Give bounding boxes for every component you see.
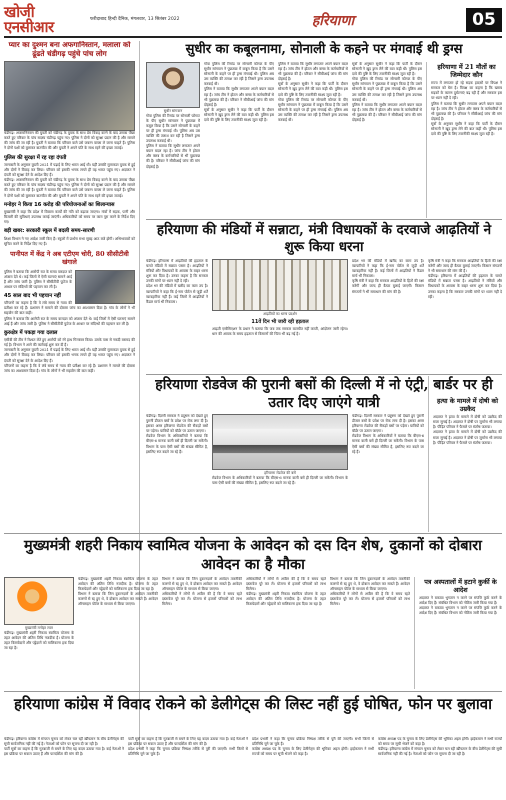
photo-caption: हरियाणा रोडवेज की बसें: [264, 471, 296, 475]
subheading: कुरुक्षेत्र में पकड़ा गया दलाल: [4, 329, 58, 336]
article-text: सूत्रों के अनुसार सुधीर ने कहा कि पार्टी के दौरान सोनाली ने खुद ड्रग्स लेने की बात कही थी। पुलिस इस दावे की पुष्टि के लिए तकनीकी साक्ष्य जुटा रही है।: [431, 121, 502, 137]
article-text: अदालत ने बकाया भुगतान न करने पर संपत्ति कुर्क करने के आदेश दिए हैं। संबंधित विभाग को नोटिस जारी किया गया है।: [419, 596, 502, 606]
article-text: पुलिस ने बताया कि आरोपी रात के समय वारदात को अंजाम देते थे। कई जिलों में ऐसी घटनाएं सामने आई हैं और जांच जारी है। पुलिस ने सीसीटीवी फुटेज के आधार पर संदिग्धों की पहचान कर ली है।: [4, 269, 72, 289]
couple-photo: [4, 61, 135, 131]
divider: [146, 374, 502, 375]
story1-col2: [204, 62, 274, 218]
article-text: प्रदेश प्रभारी ने कहा कि चुनाव प्रक्रिया निष्पक्ष तरीके से पूरी की जाएगी। सभी जिलों से प्रतिनिधि चुने जा चुके हैं।: [128, 747, 248, 757]
sudhir-photo: [146, 62, 200, 108]
article-text: गोवा पुलिस की रिमांड पर सोनाली फोगाट के पीए सुधीर सांगवान ने पूछताछ में कबूल किया है कि उसने सोनाली के कहने पर ही ड्रग्स मंगवाई थी। पुलिस अब उस व्यक्ति की तलाश कर रही है जिसने ड्रग्स उपलब्ध करवाई थी।: [352, 77, 422, 102]
article-text: चंडीगढ़। मुख्यमंत्री शहरी निकाय स्वामित्व योजना के तहत आवेदन की अंतिम तिथि नजदीक है। योजना के तहत किरायेदारों और पट्टेदारों को मालिकाना हक दिया जा रहा है।: [4, 630, 74, 650]
story5-col4: [378, 737, 502, 797]
article-text: चंडीगढ़। हरियाणा कांग्रेस में संगठन चुनाव को लेकर चल रही खींचतान के बीच डेलीगेट्स की सूची सार्वजनिक नहीं की गई है। नेताओं को फोन पर सूचना दी जा रही है।: [4, 737, 124, 747]
sidebar-headline: हत्या के मामले में दोषी को उम्रकैद: [436, 397, 499, 413]
article-text: चंडीगढ़। अफगानिस्तान की युवती को चंडीगढ़ के युवक के साथ प्रेम विवाह करने के बाद उसका पीछा करते हुए परिवार के पांच सदस्य चंडीगढ़ पहुंच गए। पुलिस ने दोनों को सुरक्षा प्रदान की है और मामले की जांच की जा रही है। युवती ने बताया कि परिवार वाले उसे जबरन वापस ले जाना चाहते हैं। पुलिस ने दोनों पक्षों को बुलाकर बातचीत की और युवती ने अपने पति के साथ रहने की इच्छा जताई।: [4, 131, 135, 151]
story1-col1: [146, 62, 200, 218]
story4-col2: [78, 577, 158, 689]
sidebar-headline: पत्र अस्पतालों में हटाने कुर्की के आदेश: [424, 578, 497, 594]
story1-sidebar: [426, 62, 502, 218]
article-text: विभाग ने बताया कि जिन दुकानदारों के आवेदन तकनीकी कारणों से रद्द हुए थे, वे दोबारा आवेदन कर सकते हैं। आवेदन ऑनलाइन पोर्टल के माध्यम से किया जाएगा।: [330, 577, 410, 592]
article-text: विभाग ने बताया कि जिन दुकानदारों के आवेदन तकनीकी कारणों से रद्द हुए थे, वे दोबारा आवेदन कर सकते हैं। आवेदन ऑनलाइन पोर्टल के माध्यम से किया जाएगा।: [162, 577, 242, 592]
photo-caption: सुधीर सांगवान: [163, 109, 183, 113]
story1-col3: [278, 62, 348, 218]
article-text: चंडीगढ़। हरियाणा कांग्रेस में संगठन चुनाव को लेकर चल रही खींचतान के बीच डेलीगेट्स की सूची सार्वजनिक नहीं की गई है। नेताओं को फोन पर सूचना दी जा रही है।: [378, 747, 502, 757]
masthead: [4, 4, 502, 38]
cm-photo: [4, 577, 74, 625]
story4-col5: [330, 577, 410, 689]
article-text: शिक्षा विभाग ने नए आदेश जारी किए हैं। स्कूलों में प्रार्थना सभा सुबह आठ बजे होगी। अभिभावकों को सूचित करने के निर्देश दिए गए हैं।: [4, 236, 135, 246]
article-text: चंडीगढ़। मुख्यमंत्री शहरी निकाय स्वामित्व योजना के तहत आवेदन की अंतिम तिथि नजदीक है। योजना के तहत किरायेदारों और पट्टेदारों को मालिकाना हक दिया जा रहा है।: [78, 577, 158, 592]
story4-headline: मुख्यमंत्री शहरी निकाय स्वामित्व योजना के आवेदन को दस दिन शेष, दुकानों को दोबारा आवेदन का है मौका: [24, 537, 482, 573]
article-text: आढ़ती एसोसिएशन के प्रधान ने बताया कि जब तक सरकार बातचीत नहीं करती, आंदोलन जारी रहेगा। धान की आवक के समय हड़ताल से किसानों की चिंता भी बढ़ गई है।: [212, 326, 348, 336]
article-text: एसीबी की टीम ने रिश्वत लेते हुए आरोपी को रंगे हाथ गिरफ्तार किया। उसके पास से नकदी बरामद की गई है। विभाग ने आगे की कार्रवाई शुरू कर दी है।: [4, 338, 135, 348]
story4-sidebar: [414, 577, 502, 689]
dateline: फरीदाबाद हिन्दी दैनिक, मंगलवार, 13 सितंबर 2022: [90, 17, 180, 22]
subheading: मनोहर ने किया 16 करोड़ की परियोजनाओं का शिलान्यास: [4, 201, 115, 208]
article-text: प्रदेश भर की मंडियों में खरीद का काम ठप है। व्यापारियों ने कहा कि ई-नाम पोर्टल से जुड़ी शर्तें व्यावहारिक नहीं हैं। कई जिलों में आढ़तियों ने कैंडल मार्च भी निकाला।: [352, 259, 424, 279]
story5-col2: [128, 737, 248, 797]
story4-col4: [246, 577, 326, 689]
article-text: जानकारी के अनुसार युवती 2021 में पढ़ाई के लिए भारत आई थी। यहीं उसकी मुलाकात युवक से हुई और दोनों ने विवाह कर लिया। परिवार को इसकी भनक लगते ही वह भारत पहुंच गए। अदालत ने दंपती को सुरक्षा देने के आदेश दिए हैं।: [4, 162, 135, 178]
atm-photo: [75, 270, 135, 304]
article-text: गोवा पुलिस की रिमांड पर सोनाली फोगाट के पीए सुधीर सांगवान ने पूछताछ में कबूल किया है कि उसने सोनाली के कहने पर ही ड्रग्स मंगवाई थी। पुलिस अब उस व्यक्ति की तलाश कर रही है जिसने ड्रग्स उपलब्ध करवाई थी।: [278, 97, 348, 123]
article-text: राज्य में लगातार हो रहे सड़क हादसों पर विपक्ष ने सरकार को घेरा है। विपक्ष का कहना है कि खराब सड़कों के कारण दुर्घटनाएं बढ़ रही हैं और सरकार इस पर ध्यान नहीं दे रही।: [431, 81, 502, 101]
story1-col4: [352, 62, 422, 218]
box-headline: 11वें दिन भी जारी रही हड़ताल: [251, 318, 309, 325]
article-text: परिजनों का कहना है कि वे लंबे समय से न्याय की प्रतीक्षा कर रहे हैं। प्रशासन ने मामले की दोबारा जांच का आश्वासन दिया है। गांव के लोगों ने भी सहयोग की बात कही।: [4, 363, 135, 373]
article-text: चंडीगढ़। अफगानिस्तान की युवती को चंडीगढ़ के युवक के साथ प्रेम विवाह करने के बाद उसका पीछा करते हुए परिवार के पांच सदस्य चंडीगढ़ पहुंच गए। पुलिस ने दोनों को सुरक्षा प्रदान की है और मामले की जांच की जा रही है। युवती ने बताया कि परिवार वाले उसे जबरन वापस ले जाना चाहते हैं। पुलिस ने दोनों पक्षों को बुलाकर बातचीत की और युवती ने अपने पति के साथ रहने की इच्छा जताई।: [4, 178, 135, 198]
article-text: पुलिस ने बताया कि सुधीर लगातार अपने बयान बदल रहा है। जांच टीम ने होटल और क्लब के कर्मचारियों से भी पूछताछ की है। परिवार ने सीबीआई जांच की मांग दोहराई है।: [204, 87, 274, 107]
story1-headline: सुधीर का कबूलनामा, सोनाली के कहने पर मंगवाई थी ड्रग्स: [185, 42, 463, 57]
article-text: कांग्रेस अध्यक्ष पद के चुनाव के लिए डेलीगेट्स की भूमिका अहम होगी। हाईकमान ने सभी राज्यों को समय पर सूची भेजने को कहा है।: [378, 737, 502, 747]
story4-photo-block: [4, 577, 74, 689]
article-text: प्रदेश भर की मंडियों में खरीद का काम ठप है। व्यापारियों ने कहा कि ई-नाम पोर्टल से जुड़ी शर्तें व्यावहारिक नहीं हैं। कई जिलों में आढ़तियों ने कैंडल मार्च भी निकाला।: [146, 284, 208, 304]
protest-photo: [212, 259, 348, 311]
bus-photo: [212, 414, 348, 470]
subheading: बड़ी खबर: सरकारी स्कूल में बदली समय-सारणी: [4, 228, 95, 235]
article-text: जानकारी के अनुसार युवती 2021 में पढ़ाई के लिए भारत आई थी। यहीं उसकी मुलाकात युवक से हुई और दोनों ने विवाह कर लिया। परिवार को इसकी भनक लगते ही वह भारत पहुंच गए। अदालत ने दंपती को सुरक्षा देने के आदेश दिए हैं।: [4, 348, 135, 363]
divider: [4, 691, 502, 692]
article-text: कांग्रेस अध्यक्ष पद के चुनाव के लिए डेलीगेट्स की भूमिका अहम होगी। हाईकमान ने सभी राज्यों को समय पर सूची भेजने को कहा है।: [252, 747, 374, 757]
article-text: सूत्रों के अनुसार सुधीर ने कहा कि पार्टी के दौरान सोनाली ने खुद ड्रग्स लेने की बात कही थी। पुलिस इस दावे की पुष्टि के लिए तकनीकी साक्ष्य जुटा रही है।: [352, 62, 422, 77]
article-text: अदालत ने बकाया भुगतान न करने पर संपत्ति कुर्क करने के आदेश दिए हैं। संबंधित विभाग को नोटिस जारी किया गया है।: [419, 606, 502, 616]
article-text: रोडवेज विभाग के अधिकारियों ने बताया कि बीएस-6 मानक वाली बसें ही दिल्ली जा सकेंगी। विभाग के पास ऐसी बसों की संख्या सीमित है, इसलिए रूट बदले जा रहे हैं।: [352, 434, 424, 454]
article-text: अदालत ने हत्या के मामले में दोषी को उम्रकैद की सजा सुनाई है। अदालत ने दोषी पर जुर्माना भी लगाया है। पीड़ित परिवार ने फैसले पर संतोष जताया।: [433, 430, 502, 445]
atm-headline: पानीपत में केंद्र ने अब एटीएम चोरी, 80 सीसीटीवी खंगाले: [10, 249, 129, 266]
story2-photo-block: [212, 259, 348, 373]
page-number: 05: [466, 8, 502, 32]
article-text: चंडीगढ़। दिल्ली सरकार ने प्रदूषण को देखते हुए पुरानी डीजल बसों के प्रवेश पर रोक लगा दी है। इसका असर हरियाणा रोडवेज की सैकड़ों बसों पर पड़ेगा। यात्रियों को बॉर्डर पर उतारा जाएगा।: [352, 414, 424, 434]
article-text: प्रदेश प्रभारी ने कहा कि चुनाव प्रक्रिया निष्पक्ष तरीके से पूरी की जाएगी। सभी जिलों से प्रतिनिधि चुने जा चुके हैं।: [252, 737, 374, 747]
article-text: विभाग ने बताया कि जिन दुकानदारों के आवेदन तकनीकी कारणों से रद्द हुए थे, वे दोबारा आवेदन कर सकते हैं। आवेदन ऑनलाइन पोर्टल के माध्यम से किया जाएगा।: [78, 592, 158, 607]
article-text: पुलिस ने बताया कि सुधीर लगातार अपने बयान बदल रहा है। जांच टीम ने होटल और क्लब के कर्मचारियों से भी पूछताछ की है। परिवार ने सीबीआई जांच की मांग दोहराई है।: [146, 144, 200, 169]
story3-headline: हरियाणा रोडवेज की पुरानी बसों की दिल्ली में नो एंट्री, बार्डर पर ही उतार दिए जाएंगे यात्री: [155, 377, 493, 411]
article-text: सूत्रों के अनुसार सुधीर ने कहा कि पार्टी के दौरान सोनाली ने खुद ड्रग्स लेने की बात कही थी। पुलिस इस दावे की पुष्टि के लिए तकनीकी साक्ष्य जुटा रही है।: [204, 107, 274, 123]
article-text: रोडवेज विभाग के अधिकारियों ने बताया कि बीएस-6 मानक वाली बसें ही दिल्ली जा सकेंगी। विभाग के पास ऐसी बसों की संख्या सीमित है, इसलिए रूट बदले जा रहे हैं।: [146, 434, 208, 454]
brand-logo: खोजी एनसीआर: [4, 3, 54, 36]
article-text: चंडीगढ़। दिल्ली सरकार ने प्रदूषण को देखते हुए पुरानी डीजल बसों के प्रवेश पर रोक लगा दी है। इसका असर हरियाणा रोडवेज की सैकड़ों बसों पर पड़ेगा। यात्रियों को बॉर्डर पर उतारा जाएगा।: [146, 414, 208, 434]
article-text: मुख्यमंत्री ने कहा कि प्रदेश में विकास कार्यों की गति को बढ़ाया जाएगा। गांवों में सड़क, पानी और बिजली की सुविधाएं उपलब्ध कराई जाएंगी। अधिकारियों को समय पर काम पूरा करने के निर्देश दिए गए।: [4, 210, 135, 225]
photo-caption: आढ़तियों का धरना प्रदर्शन: [263, 312, 297, 316]
story2-headline: हरियाणा की मंडियों में सन्नाटा, मंत्री विधायकों के दरवाजे आढ़तियों ने शुरू किया धरना: [156, 222, 492, 255]
article-text: पार्टी सूत्रों का कहना है कि गुटबाजी से बचने के लिए यह कदम उठाया गया है। कई नेताओं ने इस प्रक्रिया पर सवाल उठाए हैं और पारदर्शिता की मांग की है।: [128, 737, 248, 747]
article-text: पुलिस ने बताया कि आरोपी रात के समय वारदात को अंजाम देते थे। कई जिलों में ऐसी घटनाएं सामने आई हैं और जांच जारी है। पुलिस ने सीसीटीवी फुटेज के आधार पर संदिग्धों की पहचान कर ली है।: [4, 316, 135, 326]
story2-col4: [428, 259, 502, 373]
article-text: गोवा पुलिस की रिमांड पर सोनाली फोगाट के पीए सुधीर सांगवान ने पूछताछ में कबूल किया है कि उसने सोनाली के कहने पर ही ड्रग्स मंगवाई थी। पुलिस अब उस व्यक्ति की तलाश कर रही है जिसने ड्रग्स उपलब्ध करवाई थी।: [146, 113, 200, 144]
section-title: हरियाणा: [311, 12, 355, 29]
article-text: अदालत ने हत्या के मामले में दोषी को उम्रकैद की सजा सुनाई है। अदालत ने दोषी पर जुर्माना भी लगाया है। पीड़ित परिवार ने फैसले पर संतोष जताया।: [433, 415, 502, 430]
article-text: अधिकारियों ने लोगों से अपील की है कि वे समय रहते दस्तावेज पूरे कर लें। योजना से हजारों परिवारों को लाभ मिलेगा।: [246, 577, 326, 592]
article-text: सूत्रों के अनुसार सुधीर ने कहा कि पार्टी के दौरान सोनाली ने खुद ड्रग्स लेने की बात कही थी। पुलिस इस दावे की पुष्टि के लिए तकनीकी साक्ष्य जुटा रही है।: [278, 82, 348, 97]
article-text: अधिकारियों ने लोगों से अपील की है कि वे समय रहते दस्तावेज पूरे कर लें। योजना से हजारों परिवारों को लाभ मिलेगा।: [162, 592, 242, 607]
story5-col1: [4, 737, 124, 797]
story5-headline: हरियाणा कांग्रेस में विवाद रोकने को डेलीगेट्स की लिस्ट नहीं हुई घोषित, फोन पर बुलावा: [13, 695, 492, 713]
left-headline: प्यार का दुश्मन बना अफगानिस्तान, मलाला को ढूंढते चंडीगढ़ पहुंचे पांच लोग: [8, 41, 131, 58]
story4-col3: [162, 577, 242, 689]
story5-col3: [252, 737, 374, 797]
article-text: पार्टी सूत्रों का कहना है कि गुटबाजी से बचने के लिए यह कदम उठाया गया है। कई नेताओं ने इस प्रक्रिया पर सवाल उठाए हैं और पारदर्शिता की मांग की है।: [4, 747, 124, 757]
story3-col3: [352, 414, 424, 532]
article-text: गोवा पुलिस की रिमांड पर सोनाली फोगाट के पीए सुधीर सांगवान ने पूछताछ में कबूल किया है कि उसने सोनाली के कहने पर ही ड्रग्स मंगवाई थी। पुलिस अब उस व्यक्ति की तलाश कर रही है जिसने ड्रग्स उपलब्ध करवाई थी।: [204, 62, 274, 87]
story2-col1: [146, 259, 208, 373]
story3-photo-block: [212, 414, 348, 532]
story3-sidebar: [428, 376, 502, 532]
article-text: पुलिस ने बताया कि सुधीर लगातार अपने बयान बदल रहा है। जांच टीम ने होटल और क्लब के कर्मचारियों से भी पूछताछ की है। परिवार ने सीबीआई जांच की मांग दोहराई है।: [278, 62, 348, 82]
story2-col3: [352, 259, 424, 373]
article-text: कृषि मंत्री ने कहा कि सरकार आढ़तियों के हितों की रक्षा करेगी और जल्द ही बैठक बुलाई जाएगी। किसान संगठनों ने भी समाधान की मांग की है।: [428, 259, 502, 274]
divider: [146, 219, 502, 220]
article-text: कृषि मंत्री ने कहा कि सरकार आढ़तियों के हितों की रक्षा करेगी और जल्द ही बैठक बुलाई जाएगी। किसान संगठनों ने भी समाधान की मांग की है।: [352, 279, 424, 294]
article-text: चंडीगढ़। हरियाणा में आढ़तियों की हड़ताल के चलते मंडियों में सन्नाटा पसरा है। आढ़तियों ने मंत्रियों और विधायकों के आवास के बाहर धरना शुरू कर दिया है। उनका कहना है कि सरकार उनकी मांगों पर ध्यान नहीं दे रही।: [428, 274, 502, 299]
article-text: अधिकारियों ने लोगों से अपील की है कि वे समय रहते दस्तावेज पूरे कर लें। योजना से हजारों परिवारों को लाभ मिलेगा।: [330, 592, 410, 607]
story3-col1: [146, 414, 208, 532]
article-text: चंडीगढ़। मुख्यमंत्री शहरी निकाय स्वामित्व योजना के तहत आवेदन की अंतिम तिथि नजदीक है। योजना के तहत किरायेदारों और पट्टेदारों को मालिकाना हक दिया जा रहा है।: [246, 592, 326, 607]
subheading: 45 साल बाद भी पहचान नहीं: [4, 292, 61, 299]
article-text: परिजनों का कहना है कि वे लंबे समय से न्याय की प्रतीक्षा कर रहे हैं। प्रशासन ने मामले की दोबारा जांच का आश्वासन दिया है। गांव के लोगों ने भी सहयोग की बात कही।: [4, 301, 135, 316]
article-text: रोडवेज विभाग के अधिकारियों ने बताया कि बीएस-6 मानक वाली बसें ही दिल्ली जा सकेंगी। विभाग के पास ऐसी बसों की संख्या सीमित है, इसलिए रूट बदले जा रहे हैं।: [212, 475, 348, 485]
photo-caption: मुख्यमंत्री मनोहर लाल: [25, 626, 53, 630]
sidebar-headline: हरियाणा में 21 मौतों का जिम्मेदार कौन: [437, 63, 496, 79]
article-text: पुलिस ने बताया कि सुधीर लगातार अपने बयान बदल रहा है। जांच टीम ने होटल और क्लब के कर्मचारियों से भी पूछताछ की है। परिवार ने सीबीआई जांच की मांग दोहराई है।: [352, 102, 422, 123]
article-text: चंडीगढ़। हरियाणा में आढ़तियों की हड़ताल के चलते मंडियों में सन्नाटा पसरा है। आढ़तियों ने मंत्रियों और विधायकों के आवास के बाहर धरना शुरू कर दिया है। उनका कहना है कि सरकार उनकी मांगों पर ध्यान नहीं दे रही।: [146, 259, 208, 284]
divider: [4, 533, 502, 534]
subheading: पुलिस की सुरक्षा में रह रहा दंपती: [4, 154, 67, 161]
article-text: पुलिस ने बताया कि सुधीर लगातार अपने बयान बदल रहा है। जांच टीम ने होटल और क्लब के कर्मचारियों से भी पूछताछ की है। परिवार ने सीबीआई जांच की मांग दोहराई है।: [431, 101, 502, 121]
